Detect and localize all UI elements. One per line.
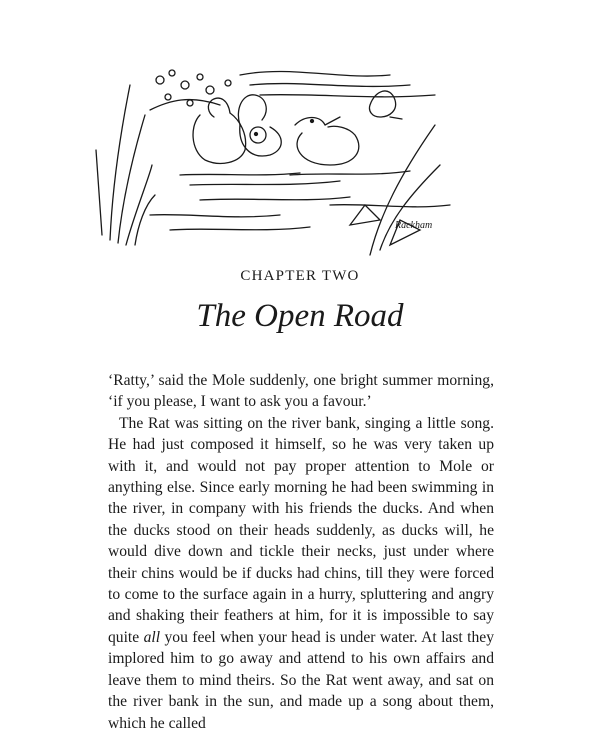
paragraph-2 (108, 413, 494, 734)
artist-signature: Rackham (395, 220, 433, 231)
chapter-illustration (90, 55, 470, 260)
duck-3 (295, 117, 359, 165)
duck-2 (238, 95, 281, 156)
duck-4 (369, 91, 402, 119)
duck-1 (193, 98, 246, 163)
paragraph-1: ‘Ratty,’ said the Mole suddenly, one bright summer morning, ‘if you please, I want to ask you a favour.’ (108, 372, 494, 411)
reeds-right (350, 125, 440, 255)
paragraph-2-emphasis: all (143, 628, 161, 646)
chapter-title: The Open Road (196, 298, 404, 334)
foliage (150, 70, 435, 110)
ducks-drawing (90, 55, 470, 260)
chapter-label: CHAPTER TWO (240, 268, 360, 284)
reeds-left (96, 85, 155, 245)
body-text (108, 370, 494, 734)
paragraph-2-part2: you feel when your head is under water. At last they implored him to go away and attend to his own affairs and leave them to mind theirs. So the Rat went away, and sat on the river bank in the sun, and made up a song about them, which he called (108, 628, 494, 732)
paragraph-2-part1: The Rat was sitting on the river bank, singing a little song. He had just composed it himself, so he was very taken up with it, and would not pay proper attention to Mole or anything else. Since early morning he had been swimming in the river, in company with his friends the ducks. And when the ducks stood on their heads suddenly, as ducks will, he would dive down and tickle their necks, just under where their chins would be if ducks had chins, till they were forced to come to the surface again in a hurry, spluttering and angry and shaking their feathers at him, for it is impossible to say quite (108, 414, 494, 646)
